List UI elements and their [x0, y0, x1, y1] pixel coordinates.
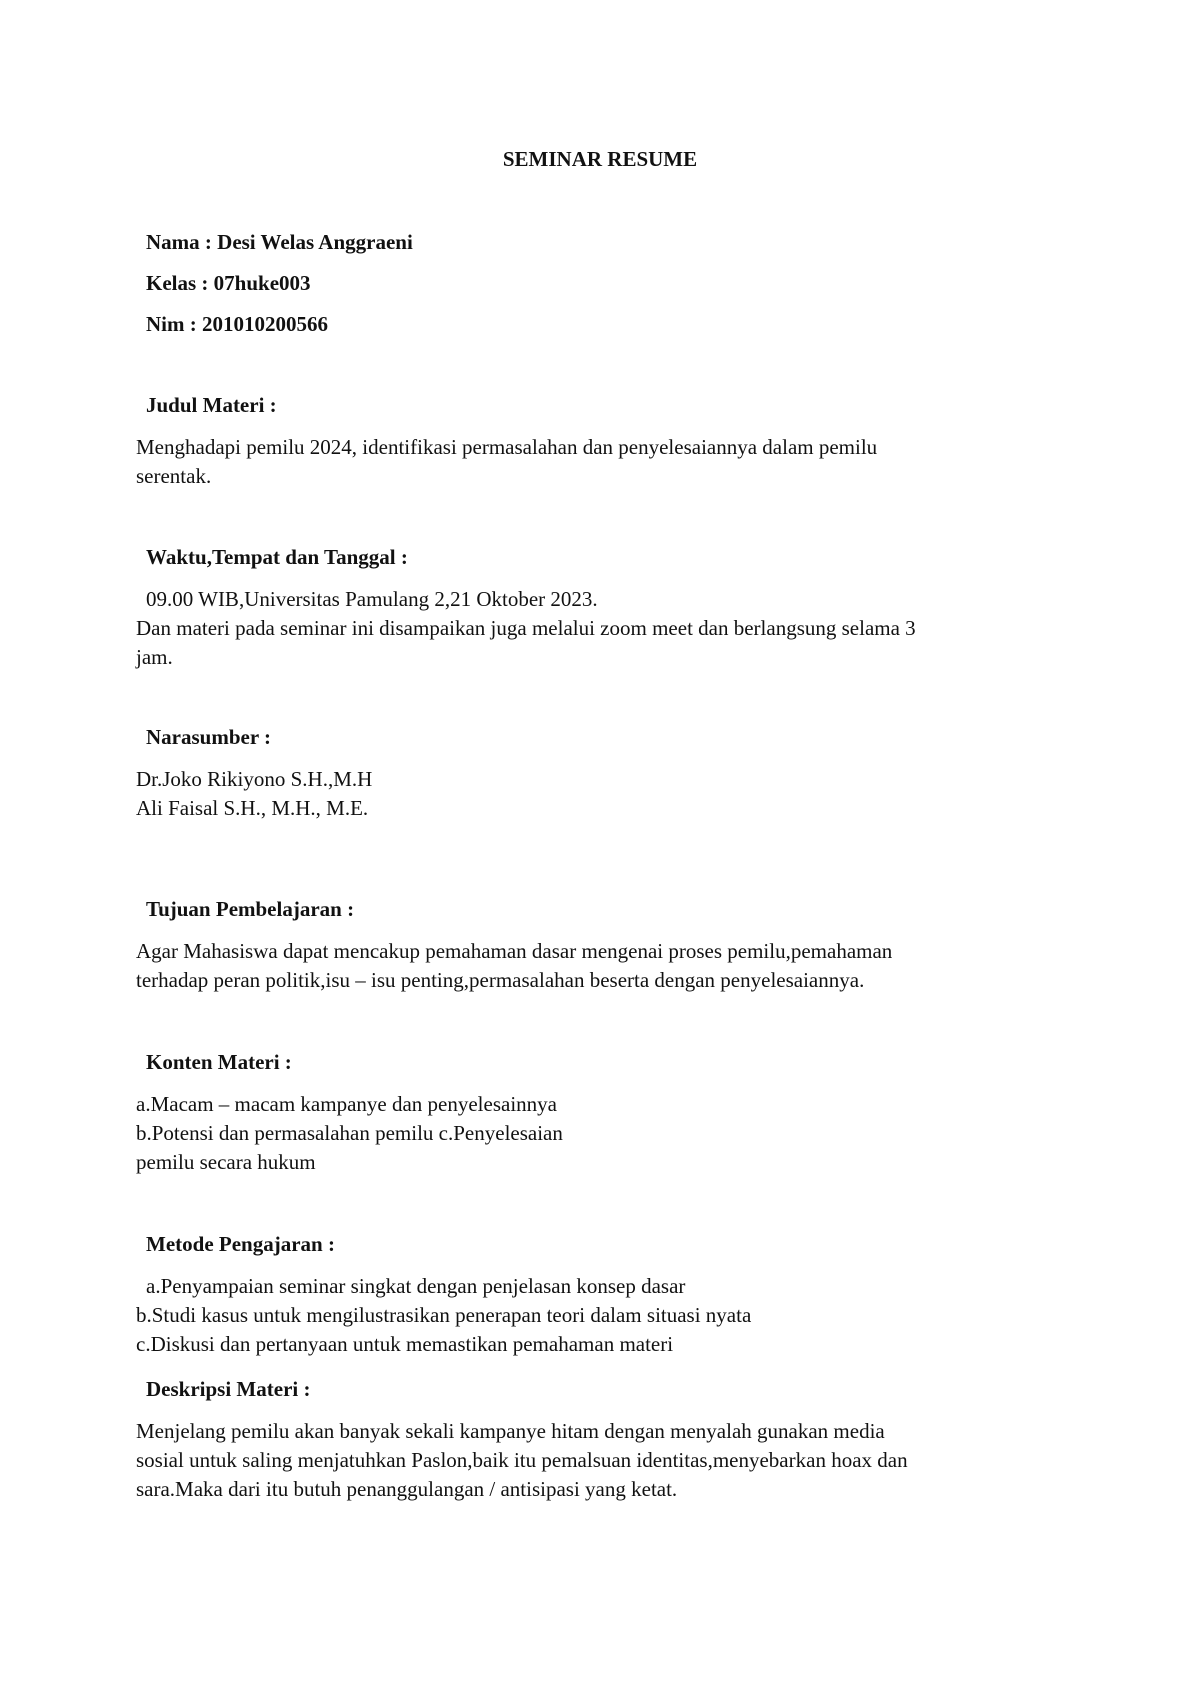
judul-line-1: Menghadapi pemilu 2024, identifikasi permasalahan dan penyelesaiannya dalam pemilu: [136, 435, 878, 459]
narasumber-heading: Narasumber :: [146, 725, 272, 749]
document-title: SEMINAR RESUME: [502, 147, 698, 171]
metode-line-3: c.Diskusi dan pertanyaan untuk memastikan pemahaman materi: [136, 1332, 674, 1356]
deskripsi-line-3: sara.Maka dari itu butuh penanggulangan / antisipasi yang ketat.: [136, 1477, 678, 1501]
waktu-line-1: 09.00 WIB,Universitas Pamulang 2,21 Oktober 2023.: [146, 587, 598, 611]
tujuan-line-2: terhadap peran politik,isu – isu penting,permasalahan beserta dengan penyelesaiannya.: [136, 968, 865, 992]
metode-line-2: b.Studi kasus untuk mengilustrasikan penerapan teori dalam situasi nyata: [136, 1303, 752, 1327]
waktu-heading: Waktu,Tempat dan Tanggal :: [146, 545, 408, 569]
konten-heading: Konten Materi :: [146, 1050, 292, 1074]
narasumber-line-2: Ali Faisal S.H., M.H., M.E.: [136, 796, 369, 820]
waktu-line-2: Dan materi pada seminar ini disampaikan juga melalui zoom meet dan berlangsung selama 3: [136, 616, 916, 640]
waktu-line-3: jam.: [136, 645, 173, 669]
deskripsi-heading: Deskripsi Materi :: [146, 1377, 311, 1401]
nama-field: Nama : Desi Welas Anggraeni: [146, 230, 413, 254]
metode-line-1: a.Penyampaian seminar singkat dengan penjelasan konsep dasar: [146, 1274, 686, 1298]
nim-field: Nim : 201010200566: [146, 312, 328, 336]
tujuan-heading: Tujuan Pembelajaran :: [146, 897, 355, 921]
tujuan-line-1: Agar Mahasiswa dapat mencakup pemahaman dasar mengenai proses pemilu,pemahaman: [136, 939, 893, 963]
konten-line-3: pemilu secara hukum: [136, 1150, 316, 1174]
judul-line-2: serentak.: [136, 464, 212, 488]
narasumber-line-1: Dr.Joko Rikiyono S.H.,M.H: [136, 767, 373, 791]
konten-line-2: b.Potensi dan permasalahan pemilu c.Penyelesaian: [136, 1121, 563, 1145]
konten-line-1: a.Macam – macam kampanye dan penyelesainnya: [136, 1092, 557, 1116]
kelas-field: Kelas : 07huke003: [146, 271, 311, 295]
deskripsi-line-2: sosial untuk saling menjatuhkan Paslon,baik itu pemalsuan identitas,menyebarkan hoax dan: [136, 1448, 908, 1472]
judul-heading: Judul Materi :: [146, 393, 277, 417]
deskripsi-line-1: Menjelang pemilu akan banyak sekali kampanye hitam dengan menyalah gunakan media: [136, 1419, 885, 1443]
metode-heading: Metode Pengajaran :: [146, 1232, 335, 1256]
